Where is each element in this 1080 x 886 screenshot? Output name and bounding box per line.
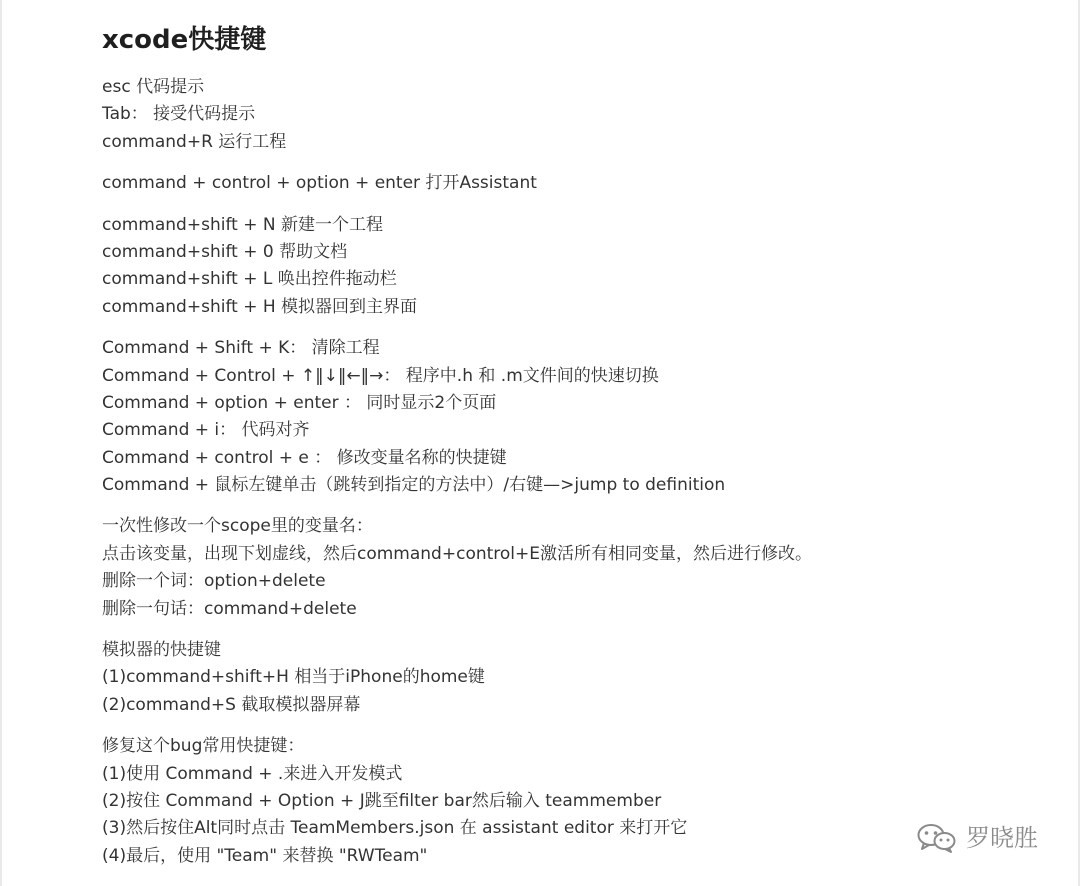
text-line: command + control + option + enter 打开Assistant: [102, 173, 537, 194]
text-line: command+R 运行工程: [102, 131, 287, 152]
text-line: command+shift + H 模拟器回到主界面: [102, 296, 418, 317]
watermark-author-name: 罗晓胜: [966, 824, 1038, 852]
text-line: command+shift + L 唤出控件拖动栏: [102, 269, 397, 290]
paragraph-simulator: [102, 637, 1042, 719]
text-line: Command + Shift + K： 清除工程: [102, 338, 380, 359]
article: [102, 22, 1042, 884]
text-line: Command + Control + ↑‖↓‖←‖→： 程序中.h 和 .m文件间的快速切换: [102, 365, 659, 386]
text-line: Command + control + e ： 修改变量名称的快捷键: [102, 447, 507, 468]
text-line: command+shift + N 新建一个工程: [102, 214, 383, 235]
text-line: 修复这个bug常用快捷键：: [102, 736, 305, 757]
text-line: Command + option + enter ： 同时显示2个页面: [102, 392, 497, 413]
text-line: (2)command+S 截取模拟器屏幕: [102, 694, 361, 715]
wechat-icon: [916, 822, 958, 854]
text-line: 删除一个词：option+delete: [102, 571, 326, 592]
text-line: Command + i： 代码对齐: [102, 420, 310, 441]
paragraph-command-shift: [102, 212, 1042, 322]
paragraph-rename-delete: [102, 513, 1042, 623]
text-line: (4)最后，使用 "Team" 来替换 "RWTeam": [102, 845, 428, 866]
paragraph-bug-fix: [102, 733, 1042, 870]
page-title: xcode快捷键: [102, 25, 267, 55]
left-page-border: [0, 0, 2, 886]
text-line: esc 代码提示: [102, 77, 205, 97]
paragraph-command-combos: [102, 335, 1042, 499]
text-line: 一次性修改一个scope里的变量名：: [102, 516, 373, 537]
author-watermark: [916, 818, 1038, 858]
text-line: (1)command+shift+H 相当于iPhone的home键: [102, 667, 485, 688]
text-line: (3)然后按住Alt同时点击 TeamMembers.json 在 assistant editor 来打开它: [102, 818, 688, 839]
text-line: 删除一句话：command+delete: [102, 598, 357, 619]
text-line: Tab： 接受代码提示: [102, 104, 256, 125]
text-line: (1)使用 Command + .来进入开发模式: [102, 763, 403, 784]
text-line: 点击该变量，出现下划虚线，然后command+control+E激活所有相同变量，然后进行修改。: [102, 543, 813, 564]
paragraph-basic-shortcuts: [102, 74, 1042, 156]
paragraph-assistant: [102, 170, 1042, 197]
article-body: [102, 74, 1042, 870]
text-line: 模拟器的快捷键: [102, 640, 221, 661]
text-line: (2)按住 Command + Option + J跳至filter bar然后输入 teammember: [102, 790, 662, 811]
text-line: command+shift + 0 帮助文档: [102, 241, 348, 262]
text-line: Command + 鼠标左键单击（跳转到指定的方法中）/右键—>jump to definition: [102, 475, 726, 496]
